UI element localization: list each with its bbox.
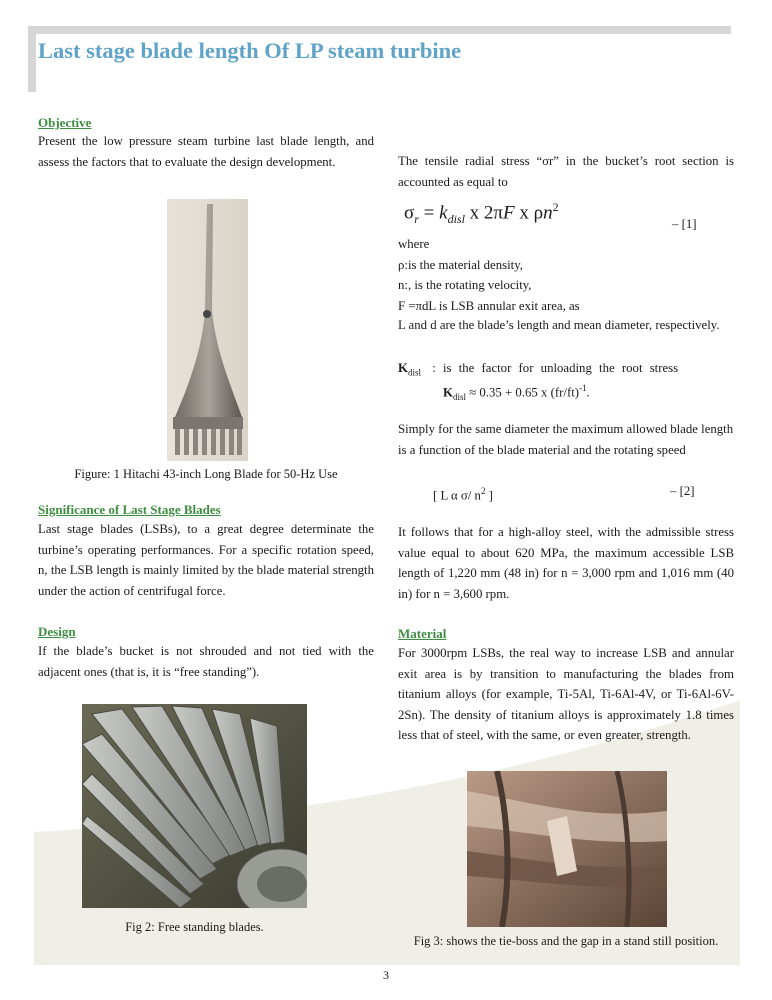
figure3-caption: Fig 3: shows the tie-boss and the gap in a stand still position.: [413, 934, 719, 948]
figure1-blade-image: [167, 199, 248, 461]
formula-1: $\sigma_r = k_{disl}$ x 2πF x $\rho n^2$: [404, 200, 559, 227]
formula-2-number: – [2]: [670, 484, 695, 498]
l-d-definition: L and d are the blade’s length and mean diameter, respectively.: [398, 318, 720, 332]
figure2-blades-image: [82, 704, 307, 908]
formula-1-number: – [1]: [672, 217, 697, 231]
header-bar: [28, 26, 731, 34]
design-heading: Design: [38, 624, 76, 639]
figure2-caption: Fig 2: Free standing blades.: [125, 920, 264, 934]
rho-definition: ρ:is the material density,: [398, 258, 523, 272]
significance-text: Last stage blades (LSBs), to a great degree determinate the turbine’s operating performances. For a specific rotation speed, n, the LSB length is mainly limited by the blade material strength under the action of centrifugal force.: [38, 522, 374, 598]
material-heading: Material: [398, 626, 447, 641]
significance-heading: Significance of Last Stage Blades: [38, 502, 221, 517]
page-title: Last stage blade length Of LP steam turbine: [38, 38, 462, 63]
kdisl-equation: $K_{disl} \approx 0.35 + 0.65$ x $(fr/ft)^{-1}$.: [443, 383, 590, 402]
stress-intro-text: The tensile radial stress “σr” in the bucket’s root section is accounted as equal to: [398, 154, 734, 189]
simply-text: Simply for the same diameter the maximum allowed blade length is a function of the blade material and the rotating speed: [398, 422, 734, 457]
f-definition: F =πdL is LSB annular exit area, as: [398, 299, 580, 313]
page-number: 3: [383, 968, 389, 982]
objective-heading: Objective: [38, 115, 92, 130]
material-text: For 3000rpm LSBs, the real way to increase LSB and annular exit area is by transition to manufacturing the blades from titanium alloys (for example, Ti-5Al, Ti-6Al-4V, or Ti-6Al-6V-2Sn). The density of titanium alloys is approximately 1.8 times less that of steel, with the same, or even greater, strength.: [398, 646, 734, 742]
design-text: If the blade’s bucket is not shrouded and not tied with the adjacent ones (that is, it is “free standing”).: [38, 644, 374, 679]
kdisl-definition: $K_{disl}$ : is the factor for unloading the root stress: [398, 361, 679, 378]
where-label: where: [398, 237, 430, 251]
follows-text: It follows that for a high-alloy steel, with the admissible stress value equal to about 620 MPa, the maximum accessible LSB length of 1,220 mm (48 in) for n = 3,000 rpm and 1,016 mm (40 in) for n = 3,600 rpm.: [398, 525, 734, 601]
figure1-caption: Figure: 1 Hitachi 43-inch Long Blade for 50-Hz Use: [74, 467, 338, 481]
header-left-bar: [28, 26, 36, 92]
n-definition: n:, is the rotating velocity,: [398, 278, 532, 292]
objective-text: Present the low pressure steam turbine last blade length, and assess the factors that to evaluate the design development.: [38, 134, 374, 169]
figure3-tie-boss-image: [467, 771, 667, 927]
formula-2: [ L α σ/ $n^2$ ]: [433, 486, 493, 503]
